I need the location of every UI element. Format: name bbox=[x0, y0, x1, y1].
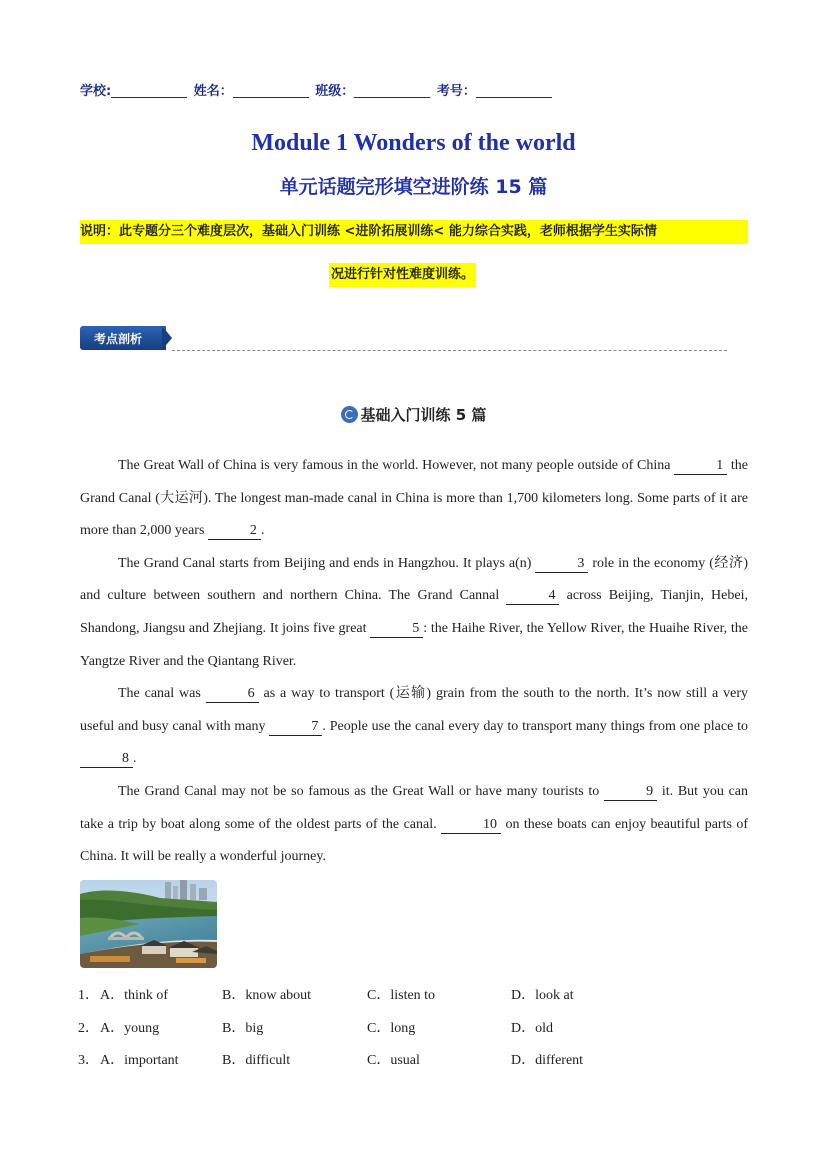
option-a[interactable]: A．young bbox=[100, 1020, 160, 1036]
paragraph-3: The canal was 6 as a way to transport (运输) grain from the south to the north. It’s now still a very useful and busy canal with many 7 . People use the canal every day to transport many things from one place to 8 . bbox=[80, 686, 748, 767]
question-number: 3． bbox=[78, 1053, 99, 1068]
paragraph-4: The Grand Canal may not be so famous as the Great Wall or have many tourists to 9 it. But you can take a trip by boat along some of the oldest parts of the canal. 10 on these boats can enjoy beautiful parts of China. It will be really a wonderful journey. bbox=[80, 783, 749, 865]
section-tag-label: 考点剖析 bbox=[94, 332, 143, 346]
blank-1[interactable]: 1 bbox=[674, 458, 727, 475]
refresh-circle-icon bbox=[341, 406, 358, 423]
question-number: 2． bbox=[78, 1020, 99, 1036]
blank-8[interactable]: 8 bbox=[80, 751, 133, 768]
option-b[interactable]: B．big bbox=[222, 1020, 264, 1036]
instruction-note-line-1: 说明：此专题分三个难度层次，基础入门训练 <进阶拓展训练< 能力综合实践，老师根据学生实际情 bbox=[80, 220, 748, 244]
class-field[interactable] bbox=[354, 84, 430, 98]
section-tag bbox=[80, 326, 172, 352]
paragraph-2: The Grand Canal starts from Beijing and ends in Hangzhou. It plays a(n) 3 role in the economy (经济) and culture between southern and northern China. The Grand Cannal 4 across Beijing, Tianjin, Hebei, Shandong, Jiangsu and Zhejiang. It joins five great 5 : the Haihe River, the Yellow River, the Huaihe River, the Yangtze River and the Qiantang River. bbox=[80, 555, 748, 669]
school-field[interactable] bbox=[111, 84, 187, 98]
question-options bbox=[78, 984, 758, 1082]
grand-canal-photo bbox=[80, 880, 217, 968]
paragraph-1: The Great Wall of China is very famous in the world. However, not many people outside of China 1 the Grand Canal (大运河). The longest man-made canal in China is more than 1,700 kilometers long. Some parts of it are more than 2,000 years 2 . bbox=[80, 458, 748, 539]
question-row-3 bbox=[78, 1049, 758, 1082]
option-c[interactable]: C．long bbox=[367, 1020, 416, 1036]
blank-10[interactable]: 10 bbox=[441, 817, 501, 834]
option-b[interactable]: B．difficult bbox=[222, 1053, 291, 1068]
dashed-divider bbox=[172, 350, 727, 351]
instruction-note-line-2: 况进行针对性难度训练。 bbox=[329, 263, 476, 287]
option-d[interactable]: D．different bbox=[511, 1053, 584, 1068]
question-row-2 bbox=[78, 1017, 758, 1050]
blank-2[interactable]: 2 bbox=[208, 523, 261, 540]
option-a[interactable]: A．important bbox=[100, 1053, 179, 1068]
blank-6[interactable]: 6 bbox=[206, 686, 259, 703]
canal-landscape-image bbox=[80, 880, 217, 968]
blank-9[interactable]: 9 bbox=[604, 784, 657, 801]
exam-no-field[interactable] bbox=[476, 84, 552, 98]
option-c[interactable]: C．usual bbox=[367, 1053, 420, 1068]
option-d[interactable]: D．look at bbox=[511, 988, 574, 1003]
blank-4[interactable]: 4 bbox=[506, 588, 559, 605]
blank-7[interactable]: 7 bbox=[269, 719, 322, 736]
student-info-line bbox=[80, 80, 552, 99]
question-row-1 bbox=[78, 984, 758, 1017]
class-label: 班级： bbox=[315, 84, 355, 99]
exam-no-label: 考号： bbox=[436, 84, 476, 99]
option-c[interactable]: C．listen to bbox=[367, 988, 436, 1003]
section-heading-text: 基础入门训练 5 篇 bbox=[360, 406, 487, 424]
blank-5[interactable]: 5 bbox=[370, 621, 423, 638]
blank-3[interactable]: 3 bbox=[535, 556, 588, 573]
page-title: Module 1 Wonders of the world bbox=[251, 130, 576, 156]
option-d[interactable]: D．old bbox=[511, 1020, 553, 1036]
page-subtitle: 单元话题完形填空进阶练 15 篇 bbox=[279, 176, 548, 198]
cloze-passage bbox=[80, 450, 748, 874]
option-b[interactable]: B．know about bbox=[222, 988, 312, 1003]
name-label: 姓名： bbox=[193, 84, 233, 99]
school-label: 学校: bbox=[80, 84, 112, 99]
option-a[interactable]: A．think of bbox=[100, 988, 169, 1003]
section-heading bbox=[0, 404, 827, 425]
name-field[interactable] bbox=[233, 84, 309, 98]
question-number: 1． bbox=[78, 988, 99, 1003]
